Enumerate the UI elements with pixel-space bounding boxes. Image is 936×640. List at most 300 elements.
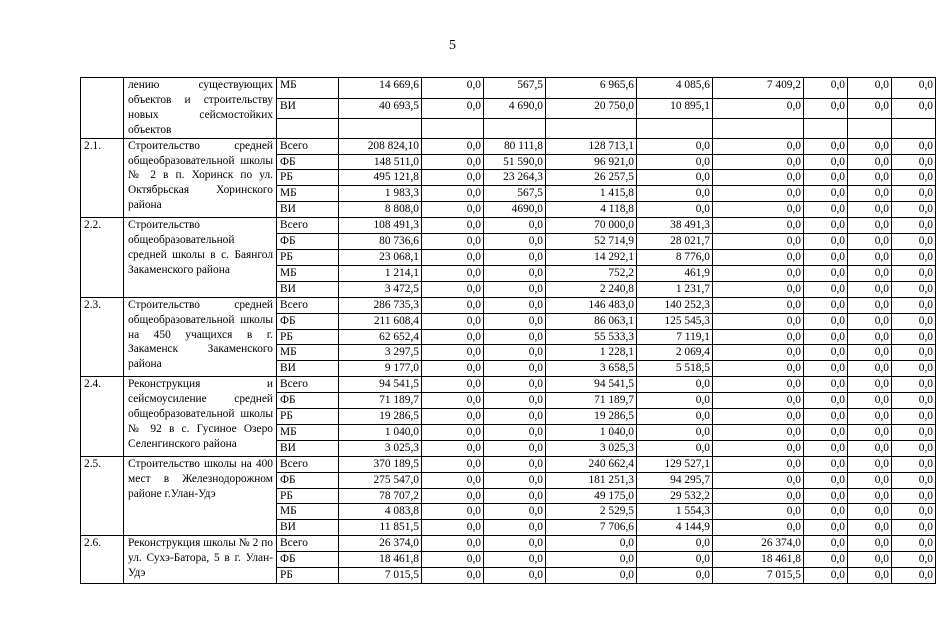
- amount-cell: 0,0: [422, 297, 484, 313]
- amount-cell: 0,0: [892, 186, 936, 202]
- amount-cell: 0,0: [804, 377, 848, 393]
- amount-cell: 0,0: [484, 456, 546, 472]
- amount-cell: 4 085,6: [637, 78, 713, 99]
- amount-cell: 0,0: [804, 265, 848, 281]
- amount-cell: 0,0: [637, 440, 713, 456]
- amount-cell: 0,0: [484, 361, 546, 377]
- amount-cell: 0,0: [848, 536, 892, 552]
- amount-cell: 140 252,3: [637, 297, 713, 313]
- amount-cell: 1 231,7: [637, 281, 713, 297]
- amount-cell: 0,0: [422, 345, 484, 361]
- funding-source: [277, 119, 339, 138]
- amount-cell: 0,0: [892, 234, 936, 250]
- item-name: Строительство средней общеобразовательной школы № 2 в п. Хоринск по ул. Октябрьская Хоринского района: [124, 138, 277, 218]
- amount-cell: 19 286,5: [339, 409, 422, 425]
- amount-cell: 0,0: [804, 568, 848, 584]
- amount-cell: 0,0: [422, 138, 484, 154]
- amount-cell: 370 189,5: [339, 456, 422, 472]
- amount-cell: 7 119,1: [637, 329, 713, 345]
- amount-cell: 0,0: [804, 218, 848, 234]
- funding-source: РБ: [277, 488, 339, 504]
- amount-cell: 0,0: [484, 409, 546, 425]
- amount-cell: 0,0: [484, 536, 546, 552]
- table-row: [81, 377, 936, 393]
- amount-cell: 62 652,4: [339, 329, 422, 345]
- amount-cell: 0,0: [422, 361, 484, 377]
- amount-cell: 0,0: [848, 488, 892, 504]
- amount-cell: 26 374,0: [713, 536, 804, 552]
- amount-cell: 275 547,0: [339, 472, 422, 488]
- amount-cell: 0,0: [546, 536, 637, 552]
- amount-cell: 0,0: [637, 170, 713, 186]
- amount-cell: 0,0: [713, 377, 804, 393]
- amount-cell: 0,0: [804, 281, 848, 297]
- amount-cell: 0,0: [804, 552, 848, 568]
- amount-cell: 8 776,0: [637, 249, 713, 265]
- amount-cell: 1 983,3: [339, 186, 422, 202]
- funding-source: Всего: [277, 456, 339, 472]
- amount-cell: 0,0: [848, 234, 892, 250]
- amount-cell: 0,0: [637, 552, 713, 568]
- amount-cell: 0,0: [804, 234, 848, 250]
- amount-cell: 461,9: [637, 265, 713, 281]
- amount-cell: 0,0: [892, 297, 936, 313]
- amount-cell: 0,0: [637, 186, 713, 202]
- amount-cell: 19 286,5: [546, 409, 637, 425]
- amount-cell: 0,0: [637, 536, 713, 552]
- amount-cell: 23 068,1: [339, 249, 422, 265]
- amount-cell: 18 461,8: [339, 552, 422, 568]
- funding-source: Всего: [277, 297, 339, 313]
- amount-cell: 0,0: [892, 78, 936, 99]
- amount-cell: 0,0: [848, 138, 892, 154]
- amount-cell: 3 025,3: [546, 440, 637, 456]
- amount-cell: 0,0: [804, 345, 848, 361]
- amount-cell: 7 015,5: [339, 568, 422, 584]
- item-name: Реконструкция школы № 2 по ул. Сухэ-Батора, 5 в г. Улан-Удэ: [124, 536, 277, 584]
- amount-cell: 10 895,1: [637, 98, 713, 119]
- amount-cell: 0,0: [848, 281, 892, 297]
- amount-cell: 0,0: [484, 520, 546, 536]
- amount-cell: 20 750,0: [546, 98, 637, 119]
- amount-cell: 0,0: [484, 345, 546, 361]
- funding-source: ФБ: [277, 234, 339, 250]
- amount-cell: 0,0: [484, 488, 546, 504]
- amount-cell: 0,0: [713, 154, 804, 170]
- amount-cell: 0,0: [848, 568, 892, 584]
- amount-cell: 0,0: [848, 520, 892, 536]
- amount-cell: 23 264,3: [484, 170, 546, 186]
- amount-cell: 0,0: [713, 265, 804, 281]
- amount-cell: 86 063,1: [546, 313, 637, 329]
- amount-cell: 0,0: [892, 568, 936, 584]
- amount-cell: 0,0: [892, 377, 936, 393]
- funding-source: ФБ: [277, 472, 339, 488]
- amount-cell: 0,0: [422, 440, 484, 456]
- amount-cell: 0,0: [804, 424, 848, 440]
- funding-source: РБ: [277, 249, 339, 265]
- amount-cell: 0,0: [892, 154, 936, 170]
- amount-cell: 0,0: [422, 234, 484, 250]
- amount-cell: 0,0: [422, 218, 484, 234]
- amount-cell: 6 965,6: [546, 78, 637, 99]
- amount-cell: 7 706,6: [546, 520, 637, 536]
- amount-cell: 4 144,9: [637, 520, 713, 536]
- amount-cell: 0,0: [892, 265, 936, 281]
- amount-cell: 0,0: [422, 536, 484, 552]
- amount-cell: 211 608,4: [339, 313, 422, 329]
- amount-cell: 125 545,3: [637, 313, 713, 329]
- funding-source: Всего: [277, 536, 339, 552]
- amount-cell: 0,0: [804, 488, 848, 504]
- amount-cell: 0,0: [484, 440, 546, 456]
- amount-cell: 0,0: [422, 504, 484, 520]
- amount-cell: 0,0: [804, 202, 848, 218]
- amount-cell: 0,0: [804, 536, 848, 552]
- amount-cell: 286 735,3: [339, 297, 422, 313]
- amount-cell: 0,0: [422, 472, 484, 488]
- amount-cell: 0,0: [422, 393, 484, 409]
- amount-cell: 3 025,3: [339, 440, 422, 456]
- amount-cell: 0,0: [484, 424, 546, 440]
- amount-cell: 1 228,1: [546, 345, 637, 361]
- amount-cell: 7 015,5: [713, 568, 804, 584]
- amount-cell: [804, 119, 848, 138]
- funding-source: РБ: [277, 170, 339, 186]
- amount-cell: 0,0: [713, 98, 804, 119]
- amount-cell: 0,0: [804, 170, 848, 186]
- amount-cell: 9 177,0: [339, 361, 422, 377]
- amount-cell: 0,0: [637, 202, 713, 218]
- item-number: 2.6.: [81, 536, 124, 584]
- amount-cell: 0,0: [848, 472, 892, 488]
- amount-cell: [422, 119, 484, 138]
- amount-cell: 96 921,0: [546, 154, 637, 170]
- amount-cell: 208 824,10: [339, 138, 422, 154]
- amount-cell: 0,0: [713, 249, 804, 265]
- item-name: Реконструкция и сейсмоусиление средней общеобразовательной школы № 92 в с. Гусиное Озеро Селенгинского района: [124, 377, 277, 457]
- amount-cell: 0,0: [713, 186, 804, 202]
- amount-cell: 0,0: [422, 329, 484, 345]
- amount-cell: 148 511,0: [339, 154, 422, 170]
- amount-cell: 0,0: [713, 504, 804, 520]
- amount-cell: 1 554,3: [637, 504, 713, 520]
- item-name: лению существующих объектов и строительству новых сейсмостойких объектов: [124, 78, 277, 139]
- amount-cell: 0,0: [484, 568, 546, 584]
- amount-cell: 0,0: [484, 313, 546, 329]
- amount-cell: 1 040,0: [339, 424, 422, 440]
- amount-cell: 0,0: [804, 138, 848, 154]
- amount-cell: 0,0: [848, 456, 892, 472]
- amount-cell: 0,0: [713, 281, 804, 297]
- amount-cell: 0,0: [637, 154, 713, 170]
- amount-cell: 94 295,7: [637, 472, 713, 488]
- amount-cell: 0,0: [804, 154, 848, 170]
- amount-cell: 0,0: [804, 456, 848, 472]
- amount-cell: 0,0: [804, 409, 848, 425]
- amount-cell: 0,0: [422, 409, 484, 425]
- amount-cell: 70 000,0: [546, 218, 637, 234]
- amount-cell: 0,0: [804, 78, 848, 99]
- amount-cell: 0,0: [422, 154, 484, 170]
- table-row: [81, 456, 936, 472]
- funding-source: ФБ: [277, 313, 339, 329]
- amount-cell: 0,0: [892, 456, 936, 472]
- funding-source: МБ: [277, 424, 339, 440]
- funding-source: ВИ: [277, 98, 339, 119]
- amount-cell: 0,0: [713, 234, 804, 250]
- amount-cell: 26 257,5: [546, 170, 637, 186]
- amount-cell: 0,0: [484, 234, 546, 250]
- amount-cell: 0,0: [546, 552, 637, 568]
- table-row: [81, 297, 936, 313]
- item-number: [81, 78, 124, 139]
- amount-cell: 0,0: [892, 313, 936, 329]
- item-number: 2.3.: [81, 297, 124, 377]
- amount-cell: 7 409,2: [713, 78, 804, 99]
- funding-source: МБ: [277, 345, 339, 361]
- amount-cell: 0,0: [713, 440, 804, 456]
- amount-cell: 0,0: [892, 440, 936, 456]
- amount-cell: 29 532,2: [637, 488, 713, 504]
- amount-cell: 0,0: [422, 186, 484, 202]
- amount-cell: 0,0: [484, 393, 546, 409]
- amount-cell: 4690,0: [484, 202, 546, 218]
- amount-cell: [848, 119, 892, 138]
- amount-cell: 0,0: [848, 440, 892, 456]
- page-number: 5: [449, 38, 456, 53]
- amount-cell: 3 297,5: [339, 345, 422, 361]
- item-name: Строительство школы на 400 мест в Железнодорожном районе г.Улан-Удэ: [124, 456, 277, 536]
- amount-cell: 495 121,8: [339, 170, 422, 186]
- funding-source: РБ: [277, 329, 339, 345]
- amount-cell: 0,0: [848, 249, 892, 265]
- amount-cell: 78 707,2: [339, 488, 422, 504]
- amount-cell: 0,0: [892, 281, 936, 297]
- amount-cell: 0,0: [484, 281, 546, 297]
- amount-cell: [892, 119, 936, 138]
- funding-source: Всего: [277, 218, 339, 234]
- amount-cell: 0,0: [892, 218, 936, 234]
- amount-cell: 0,0: [804, 98, 848, 119]
- funding-source: РБ: [277, 409, 339, 425]
- funding-source: ФБ: [277, 393, 339, 409]
- amount-cell: 0,0: [713, 393, 804, 409]
- amount-cell: 0,0: [713, 488, 804, 504]
- amount-cell: 0,0: [546, 568, 637, 584]
- amount-cell: 2 069,4: [637, 345, 713, 361]
- amount-cell: 80 736,6: [339, 234, 422, 250]
- amount-cell: 0,0: [422, 313, 484, 329]
- funding-source: Всего: [277, 377, 339, 393]
- amount-cell: 4 118,8: [546, 202, 637, 218]
- amount-cell: 11 851,5: [339, 520, 422, 536]
- amount-cell: 0,0: [804, 520, 848, 536]
- amount-cell: 240 662,4: [546, 456, 637, 472]
- amount-cell: 0,0: [637, 568, 713, 584]
- amount-cell: 0,0: [892, 424, 936, 440]
- funding-source: МБ: [277, 265, 339, 281]
- amount-cell: 0,0: [484, 552, 546, 568]
- amount-cell: 0,0: [848, 297, 892, 313]
- funding-source: МБ: [277, 504, 339, 520]
- amount-cell: 0,0: [422, 281, 484, 297]
- amount-cell: 0,0: [484, 265, 546, 281]
- amount-cell: 1 214,1: [339, 265, 422, 281]
- amount-cell: 0,0: [637, 138, 713, 154]
- table-body: [81, 78, 936, 584]
- item-number: 2.1.: [81, 138, 124, 218]
- amount-cell: 0,0: [848, 313, 892, 329]
- amount-cell: 0,0: [804, 472, 848, 488]
- amount-cell: 108 491,3: [339, 218, 422, 234]
- funding-source: ФБ: [277, 154, 339, 170]
- amount-cell: 0,0: [804, 186, 848, 202]
- amount-cell: 0,0: [484, 377, 546, 393]
- amount-cell: 567,5: [484, 78, 546, 99]
- amount-cell: 0,0: [484, 249, 546, 265]
- amount-cell: [713, 119, 804, 138]
- amount-cell: 0,0: [422, 78, 484, 99]
- funding-source: ВИ: [277, 202, 339, 218]
- amount-cell: 0,0: [892, 98, 936, 119]
- amount-cell: 0,0: [484, 218, 546, 234]
- amount-cell: 0,0: [804, 297, 848, 313]
- amount-cell: 0,0: [848, 202, 892, 218]
- amount-cell: 146 483,0: [546, 297, 637, 313]
- amount-cell: 1 040,0: [546, 424, 637, 440]
- amount-cell: 0,0: [422, 424, 484, 440]
- amount-cell: 0,0: [804, 249, 848, 265]
- amount-cell: 0,0: [848, 265, 892, 281]
- item-number: 2.2.: [81, 218, 124, 298]
- amount-cell: 4 690,0: [484, 98, 546, 119]
- amount-cell: 0,0: [804, 393, 848, 409]
- amount-cell: 0,0: [848, 186, 892, 202]
- amount-cell: [637, 119, 713, 138]
- funding-source: ВИ: [277, 520, 339, 536]
- amount-cell: 28 021,7: [637, 234, 713, 250]
- amount-cell: 0,0: [713, 345, 804, 361]
- amount-cell: 0,0: [892, 393, 936, 409]
- amount-cell: 71 189,7: [339, 393, 422, 409]
- amount-cell: 0,0: [422, 170, 484, 186]
- amount-cell: 0,0: [892, 472, 936, 488]
- amount-cell: 0,0: [484, 329, 546, 345]
- funding-source: МБ: [277, 78, 339, 99]
- funding-source: ФБ: [277, 552, 339, 568]
- amount-cell: 0,0: [713, 170, 804, 186]
- amount-cell: 5 518,5: [637, 361, 713, 377]
- amount-cell: 0,0: [637, 377, 713, 393]
- amount-cell: 0,0: [848, 552, 892, 568]
- amount-cell: 0,0: [892, 249, 936, 265]
- item-name: Строительство общеобразовательной средней школы в с. Баянгол Закаменского района: [124, 218, 277, 298]
- amount-cell: [546, 119, 637, 138]
- amount-cell: 0,0: [637, 424, 713, 440]
- amount-cell: 0,0: [713, 424, 804, 440]
- amount-cell: 0,0: [892, 361, 936, 377]
- amount-cell: 14 669,6: [339, 78, 422, 99]
- amount-cell: 0,0: [713, 138, 804, 154]
- amount-cell: 3 658,5: [546, 361, 637, 377]
- amount-cell: 0,0: [892, 138, 936, 154]
- funding-source: Всего: [277, 138, 339, 154]
- amount-cell: 0,0: [892, 409, 936, 425]
- amount-cell: 129 527,1: [637, 456, 713, 472]
- amount-cell: 0,0: [422, 456, 484, 472]
- amount-cell: 0,0: [804, 440, 848, 456]
- amount-cell: 0,0: [804, 361, 848, 377]
- amount-cell: 0,0: [892, 202, 936, 218]
- amount-cell: 0,0: [892, 170, 936, 186]
- amount-cell: 0,0: [637, 409, 713, 425]
- amount-cell: 0,0: [848, 154, 892, 170]
- amount-cell: 0,0: [848, 218, 892, 234]
- amount-cell: 0,0: [713, 313, 804, 329]
- amount-cell: 128 713,1: [546, 138, 637, 154]
- amount-cell: 0,0: [848, 98, 892, 119]
- amount-cell: 0,0: [848, 504, 892, 520]
- funding-source: РБ: [277, 568, 339, 584]
- amount-cell: 0,0: [713, 202, 804, 218]
- amount-cell: 40 693,5: [339, 98, 422, 119]
- amount-cell: 49 175,0: [546, 488, 637, 504]
- table-row: [81, 218, 936, 234]
- amount-cell: 71 189,7: [546, 393, 637, 409]
- amount-cell: 0,0: [713, 297, 804, 313]
- amount-cell: 0,0: [422, 520, 484, 536]
- amount-cell: 94 541,5: [339, 377, 422, 393]
- amount-cell: 38 491,3: [637, 218, 713, 234]
- amount-cell: 752,2: [546, 265, 637, 281]
- amount-cell: 8 808,0: [339, 202, 422, 218]
- amount-cell: 0,0: [848, 170, 892, 186]
- amount-cell: 0,0: [892, 536, 936, 552]
- amount-cell: 26 374,0: [339, 536, 422, 552]
- item-number: 2.5.: [81, 456, 124, 536]
- amount-cell: 0,0: [804, 313, 848, 329]
- amount-cell: 0,0: [422, 98, 484, 119]
- amount-cell: 0,0: [848, 409, 892, 425]
- table-row: [81, 78, 936, 99]
- amount-cell: 18 461,8: [713, 552, 804, 568]
- amount-cell: 1 415,8: [546, 186, 637, 202]
- amount-cell: [339, 119, 422, 138]
- funding-source: ВИ: [277, 440, 339, 456]
- amount-cell: 0,0: [892, 488, 936, 504]
- amount-cell: 0,0: [848, 78, 892, 99]
- amount-cell: 0,0: [422, 568, 484, 584]
- table-row: [81, 536, 936, 552]
- amount-cell: 0,0: [892, 520, 936, 536]
- amount-cell: 181 251,3: [546, 472, 637, 488]
- amount-cell: 94 541,5: [546, 377, 637, 393]
- amount-cell: 0,0: [422, 377, 484, 393]
- amount-cell: 0,0: [484, 297, 546, 313]
- amount-cell: 0,0: [422, 249, 484, 265]
- amount-cell: 52 714,9: [546, 234, 637, 250]
- budget-table: [80, 77, 936, 584]
- amount-cell: 0,0: [848, 424, 892, 440]
- amount-cell: 51 590,0: [484, 154, 546, 170]
- amount-cell: 0,0: [713, 329, 804, 345]
- amount-cell: 2 529,5: [546, 504, 637, 520]
- amount-cell: 55 533,3: [546, 329, 637, 345]
- funding-source: ВИ: [277, 281, 339, 297]
- amount-cell: 0,0: [713, 472, 804, 488]
- table-row: [81, 138, 936, 154]
